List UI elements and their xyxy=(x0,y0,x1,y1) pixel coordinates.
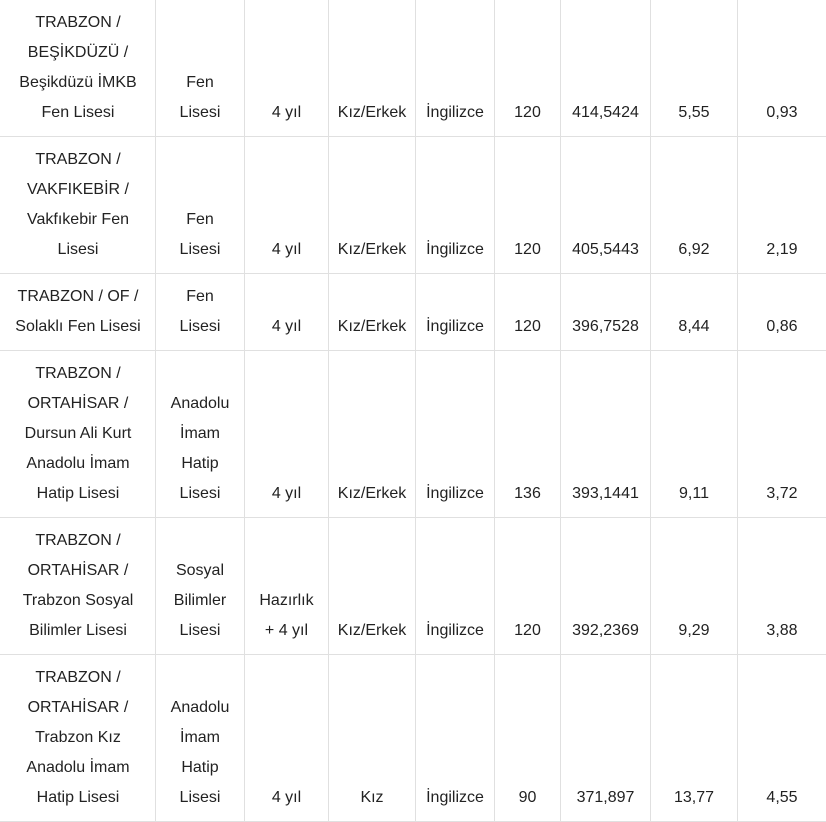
gender-cell: Kız/Erkek xyxy=(329,137,416,274)
school-name-cell-line: Hatip Lisesi xyxy=(36,789,120,806)
school-type-cell-line: Fen xyxy=(186,288,214,305)
school-name-cell-line: ORTAHİSAR / xyxy=(27,395,129,412)
duration-cell xyxy=(245,518,329,655)
duration-cell-line: 4 yıl xyxy=(271,104,302,121)
school-name-cell xyxy=(1,518,156,655)
table-row xyxy=(1,137,826,274)
duration-cell xyxy=(245,274,329,351)
table-row xyxy=(1,351,826,518)
school-type-cell-line: Lisesi xyxy=(179,104,221,121)
school-type-cell-line: Fen xyxy=(186,211,214,228)
duration-cell xyxy=(245,0,329,137)
school-type-cell-line: Bilimler xyxy=(173,592,227,609)
percentile-tr-cell: 9,29 xyxy=(651,518,738,655)
table-row xyxy=(1,0,826,137)
school-type-cell-line: İmam xyxy=(180,729,220,746)
school-name-cell-line: VAKFIKEBİR / xyxy=(27,181,129,198)
school-name-cell-line: TRABZON / OF / xyxy=(17,288,139,305)
school-name-cell-line: ORTAHİSAR / xyxy=(27,699,129,716)
duration-cell-line: 4 yıl xyxy=(271,485,302,502)
percentile-city-cell: 4,55 xyxy=(738,655,826,822)
school-name-cell xyxy=(1,655,156,822)
language-cell: İngilizce xyxy=(416,137,495,274)
school-type-cell-line: Lisesi xyxy=(179,485,221,502)
table-body xyxy=(1,0,826,822)
school-name-cell-line: TRABZON / xyxy=(35,669,121,686)
duration-cell-line: 4 yıl xyxy=(271,789,302,806)
school-type-cell-line: Fen xyxy=(186,74,214,91)
school-type-cell-line: Lisesi xyxy=(179,622,221,639)
school-type-cell-line: İmam xyxy=(180,425,220,442)
quota-cell: 120 xyxy=(495,137,561,274)
score-cell: 371,897 xyxy=(561,655,651,822)
school-name-cell xyxy=(1,351,156,518)
school-type-cell-line: Lisesi xyxy=(179,241,221,258)
school-type-cell-line: Hatip xyxy=(181,455,219,472)
school-type-cell xyxy=(156,351,245,518)
percentile-tr-cell: 13,77 xyxy=(651,655,738,822)
percentile-city-cell: 0,86 xyxy=(738,274,826,351)
quota-cell: 90 xyxy=(495,655,561,822)
table-row xyxy=(1,518,826,655)
language-cell: İngilizce xyxy=(416,518,495,655)
percentile-tr-cell: 6,92 xyxy=(651,137,738,274)
school-type-cell xyxy=(156,655,245,822)
duration-cell xyxy=(245,655,329,822)
duration-cell xyxy=(245,137,329,274)
school-name-cell-line: Lisesi xyxy=(57,241,99,258)
school-type-cell xyxy=(156,518,245,655)
score-cell: 392,2369 xyxy=(561,518,651,655)
score-cell: 396,7528 xyxy=(561,274,651,351)
quota-cell: 136 xyxy=(495,351,561,518)
language-cell: İngilizce xyxy=(416,655,495,822)
gender-cell: Kız/Erkek xyxy=(329,518,416,655)
gender-cell: Kız/Erkek xyxy=(329,351,416,518)
school-name-cell-line: Trabzon Kız xyxy=(35,729,121,746)
duration-cell xyxy=(245,351,329,518)
school-type-cell-line: Anadolu xyxy=(170,395,230,412)
school-name-cell-line: Anadolu İmam xyxy=(26,759,130,776)
school-name-cell xyxy=(1,274,156,351)
school-type-cell-line: Lisesi xyxy=(179,318,221,335)
percentile-city-cell: 3,72 xyxy=(738,351,826,518)
school-name-cell-line: Beşikdüzü İMKB xyxy=(19,74,137,91)
quota-cell: 120 xyxy=(495,274,561,351)
table-row xyxy=(1,274,826,351)
duration-cell-line: Hazırlık xyxy=(259,592,314,609)
language-cell: İngilizce xyxy=(416,0,495,137)
school-name-cell-line: TRABZON / xyxy=(35,151,121,168)
school-type-cell xyxy=(156,0,245,137)
school-name-cell-line: Dursun Ali Kurt xyxy=(24,425,132,442)
percentile-city-cell: 3,88 xyxy=(738,518,826,655)
duration-cell-line: 4 yıl xyxy=(271,318,302,335)
school-name-cell-line: Hatip Lisesi xyxy=(36,485,120,502)
school-name-cell-line: Vakfıkebir Fen xyxy=(27,211,129,228)
school-name-cell-line: BEŞİKDÜZÜ / xyxy=(27,44,129,61)
school-type-cell-line: Hatip xyxy=(181,759,219,776)
table-row xyxy=(1,655,826,822)
duration-cell-line: 4 yıl xyxy=(271,241,302,258)
school-type-cell xyxy=(156,274,245,351)
school-name-cell-line: Trabzon Sosyal xyxy=(22,592,134,609)
school-type-cell-line: Lisesi xyxy=(179,789,221,806)
gender-cell: Kız xyxy=(329,655,416,822)
school-type-cell xyxy=(156,137,245,274)
school-name-cell-line: Anadolu İmam xyxy=(26,455,130,472)
percentile-tr-cell: 5,55 xyxy=(651,0,738,137)
school-name-cell xyxy=(1,0,156,137)
school-name-cell xyxy=(1,137,156,274)
school-name-cell-line: Solaklı Fen Lisesi xyxy=(15,318,141,335)
school-name-cell-line: Bilimler Lisesi xyxy=(29,622,127,639)
quota-cell: 120 xyxy=(495,518,561,655)
school-name-cell-line: TRABZON / xyxy=(35,14,121,31)
score-cell: 393,1441 xyxy=(561,351,651,518)
language-cell: İngilizce xyxy=(416,351,495,518)
percentile-city-cell: 0,93 xyxy=(738,0,826,137)
school-name-cell-line: TRABZON / xyxy=(35,532,121,549)
score-cell: 414,5424 xyxy=(561,0,651,137)
school-name-cell-line: ORTAHİSAR / xyxy=(27,562,129,579)
school-name-cell-line: Fen Lisesi xyxy=(41,104,115,121)
percentile-tr-cell: 8,44 xyxy=(651,274,738,351)
language-cell: İngilizce xyxy=(416,274,495,351)
school-name-cell-line: TRABZON / xyxy=(35,365,121,382)
score-cell: 405,5443 xyxy=(561,137,651,274)
percentile-tr-cell: 9,11 xyxy=(651,351,738,518)
school-type-cell-line: Sosyal xyxy=(175,562,225,579)
school-type-cell-line: Anadolu xyxy=(170,699,230,716)
quota-cell: 120 xyxy=(495,0,561,137)
percentile-city-cell: 2,19 xyxy=(738,137,826,274)
gender-cell: Kız/Erkek xyxy=(329,274,416,351)
gender-cell: Kız/Erkek xyxy=(329,0,416,137)
duration-cell-line: + 4 yıl xyxy=(264,622,309,639)
